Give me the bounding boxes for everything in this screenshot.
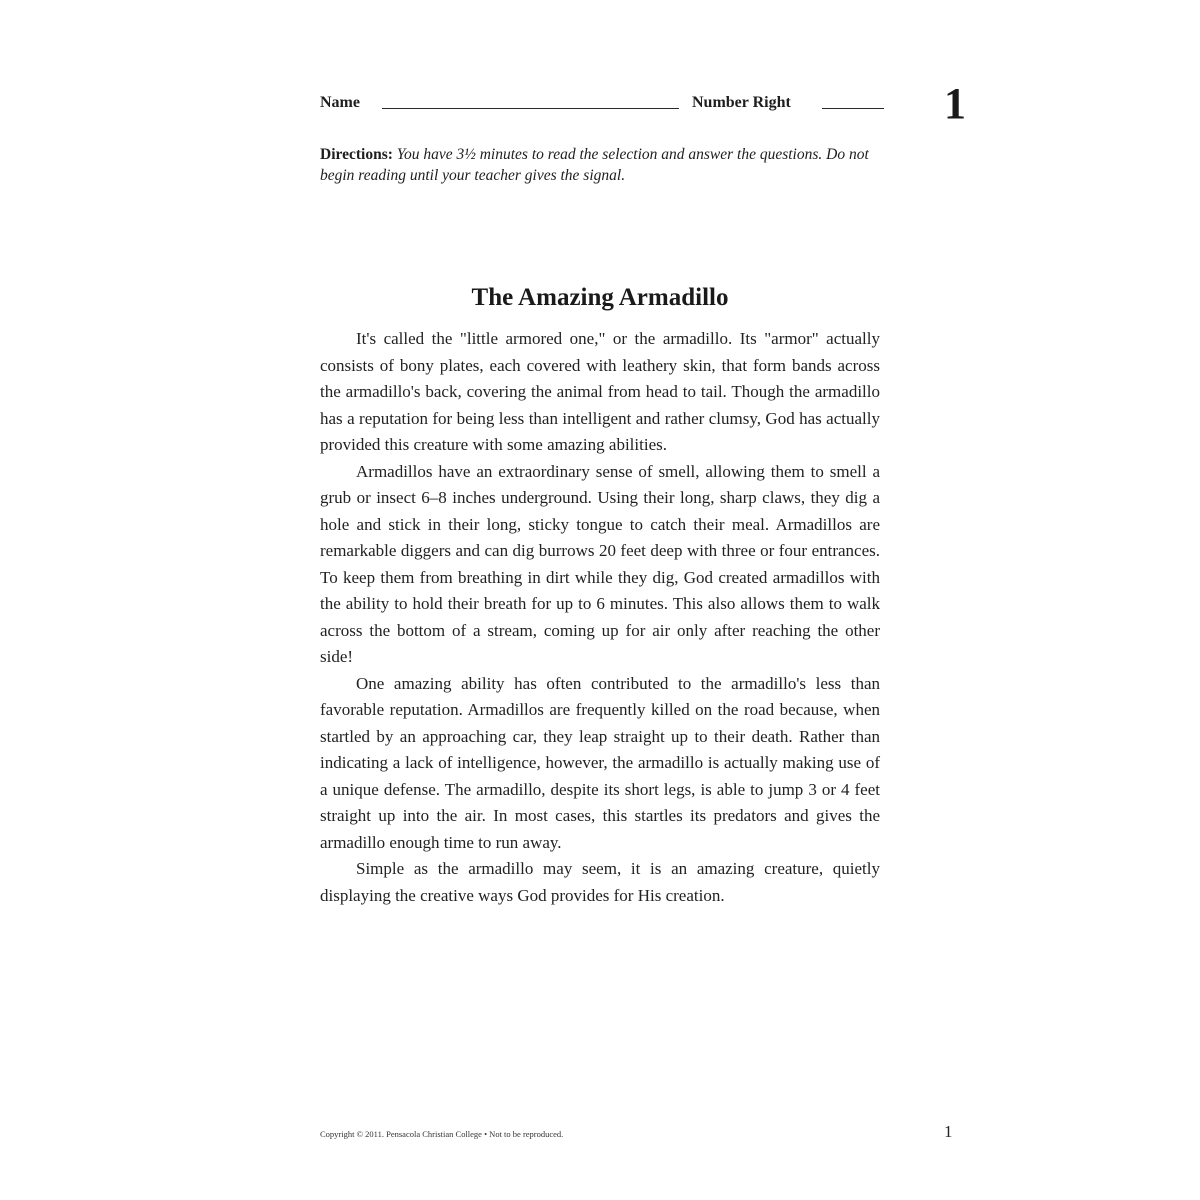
story-paragraph: It's called the "little armored one," or the armadillo. Its "armor" actually consists of bony plates, each covered with leathery skin, that form bands across the armadillo's back, covering the animal from head to tail. Though the armadillo has a reputation for being less than intelligent and rather clumsy, God has actually provided this creature with some amazing abilities. — [320, 329, 880, 454]
story-body — [320, 326, 880, 909]
story-title: The Amazing Armadillo — [471, 284, 729, 311]
name-label: Name — [320, 94, 360, 111]
directions-text: You have 3½ minutes to read the selection and answer the questions. Do not begin reading until your teacher gives the signal. — [320, 146, 869, 184]
number-right-blank-line — [822, 108, 884, 109]
directions — [320, 144, 880, 186]
story-paragraph: Simple as the armadillo may seem, it is an amazing creature, quietly displaying the creative ways God provides for His creation. — [320, 859, 880, 905]
footer-page-number: 1 — [944, 1122, 953, 1141]
story-paragraph: Armadillos have an extraordinary sense of smell, allowing them to smell a grub or insect 6–8 inches underground. Using their long, sharp claws, they dig a hole and stick in their long, sticky tongue to catch their meal. Armadillos are remarkable diggers and can dig burrows 20 feet deep with three or four entrances. To keep them from breathing in dirt while they dig, God created armadillos with the ability to hold their breath for up to 6 minutes. This also allows them to walk across the bottom of a stream, coming up for air only after reaching the other side! — [320, 461, 880, 666]
directions-label: Directions: — [320, 146, 393, 163]
test-number: 1 — [944, 79, 966, 128]
header-row — [320, 90, 890, 116]
footer-copyright: Copyright © 2011. Pensacola Christian College • Not to be reproduced. — [320, 1129, 564, 1139]
number-right-label: Number Right — [692, 94, 791, 111]
story-paragraph: One amazing ability has often contributed to the armadillo's less than favorable reputation. Armadillos are frequently killed on the road because, when startled by an approaching car, they leap straight up to their death. Rather than indicating a lack of intelligence, however, the armadillo is actually making use of a unique defense. The armadillo, despite its short legs, is able to jump 3 or 4 feet straight up into the air. In most cases, this startles its predators and gives the armadillo enough time to run away. — [320, 673, 880, 852]
name-blank-line — [382, 108, 679, 109]
